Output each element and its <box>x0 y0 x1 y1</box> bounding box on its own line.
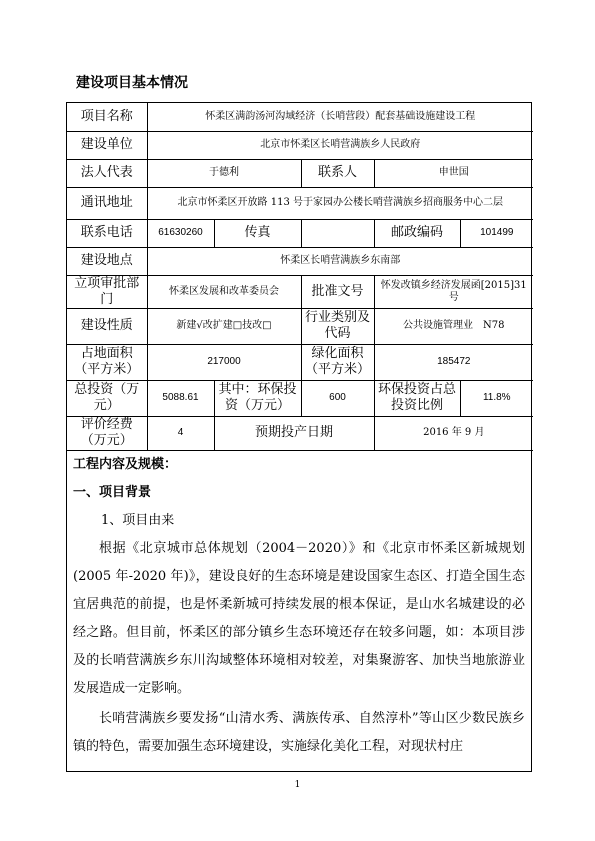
page-number: 1 <box>294 780 301 790</box>
env-ratio-value: 11.8% <box>460 380 533 416</box>
approval-no-label: 批准文号 <box>301 275 374 308</box>
paragraph-continued: 长哨营满族乡要发扬“山清水秀、满族传承、自然淳朴”等山区少数民族乡镇的特色，需要加强生态环境建设，实施绿化美化工程，对现状村庄 <box>73 710 525 754</box>
eval-fee-label: 评价经费（万元） <box>67 416 147 450</box>
address-label: 通讯地址 <box>67 187 147 219</box>
approval-dept-label: 立项审批部门 <box>67 275 147 308</box>
investment-label: 总投资（万元） <box>67 380 147 416</box>
postcode-label: 邮政编码 <box>374 219 460 247</box>
start-date-label: 预期投产日期 <box>214 416 374 450</box>
paragraph-background: 根据《北京城市总体规划（2004－2020）》和《北京市怀柔区新城规划(2005 年-2020 年)》，建设良好的生态环境是建设国家生态区、打造全国生态宜居典范的前提，也是怀柔新城可持续发展的根本保证，是山水名城建设的必经之路。但目前，怀柔区的部分镇乡生态环境还存在较多问题，如：本项目涉及的长哨营满族乡东川沟域整体环境相对较差，对集聚游客、加快当地旅游业发展造成一定影响。 <box>73 540 525 696</box>
project-info-sheet <box>66 102 532 772</box>
industry-label: 行业类别及代码 <box>301 308 374 344</box>
legal-rep-value: 于德利 <box>147 159 301 187</box>
eval-fee-value: 4 <box>147 416 214 450</box>
env-investment-value: 600 <box>301 380 374 416</box>
nature-value: 新建√改扩建□技改□ <box>147 308 301 344</box>
area-label: 占地面积（平方米） <box>67 344 147 380</box>
fax-value <box>301 219 374 247</box>
unit-value: 北京市怀柔区长哨营满族乡人民政府 <box>147 131 533 159</box>
content-heading: 工程内容及规模： <box>73 456 178 472</box>
phone-value: 61630260 <box>147 219 214 247</box>
green-area-value: 185472 <box>374 344 533 380</box>
legal-rep-label: 法人代表 <box>67 159 147 187</box>
approval-no-value: 怀发改镇乡经济发展函[2015]31 号 <box>374 275 533 308</box>
contact-label: 联系人 <box>301 159 374 187</box>
investment-value: 5088.61 <box>147 380 214 416</box>
contact-value: 申世国 <box>374 159 533 187</box>
project-name-label: 项目名称 <box>67 103 147 131</box>
postcode-value: 101499 <box>460 219 533 247</box>
start-date-value: 2016 年 9 月 <box>374 416 533 450</box>
subsection-heading: 1、项目由来 <box>101 512 175 528</box>
approval-dept-value: 怀柔区发展和改革委员会 <box>147 275 301 308</box>
industry-value: 公共设施管理业 N78 <box>374 308 533 344</box>
green-area-label: 绿化面积（平方米） <box>301 344 374 380</box>
project-content <box>67 451 531 761</box>
section-heading: 一、项目背景 <box>73 484 152 500</box>
fax-label: 传真 <box>214 219 301 247</box>
phone-label: 联系电话 <box>67 219 147 247</box>
basic-info-table <box>67 103 533 451</box>
unit-label: 建设单位 <box>67 131 147 159</box>
location-value: 怀柔区长哨营满族乡东南部 <box>147 247 533 275</box>
env-investment-label: 其中：环保投资（万元） <box>214 380 301 416</box>
page-title: 建设项目基本情况 <box>76 75 188 91</box>
project-name-value: 怀柔区满韵汤河沟域经济（长哨营段）配套基础设施建设工程 <box>147 103 533 131</box>
env-ratio-label: 环保投资占总投资比例 <box>374 380 460 416</box>
address-value: 北京市怀柔区开放路 113 号于家园办公楼长哨营满族乡招商服务中心二层 <box>147 187 533 219</box>
nature-label: 建设性质 <box>67 308 147 344</box>
area-value: 217000 <box>147 344 301 380</box>
location-label: 建设地点 <box>67 247 147 275</box>
